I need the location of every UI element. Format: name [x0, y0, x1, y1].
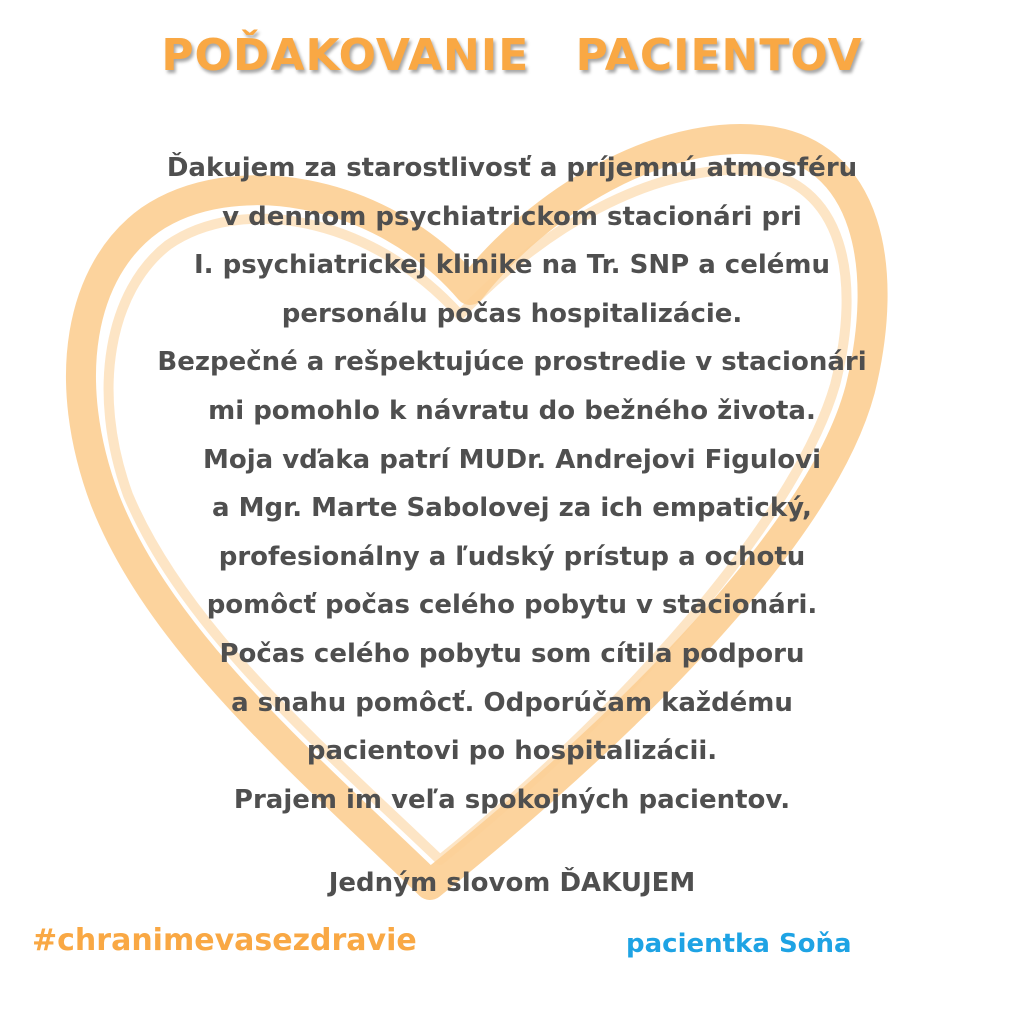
testimonial-text: [60, 144, 964, 824]
closing-line: Jedným slovom ĎAKUJEM: [328, 868, 696, 898]
signature-label: pacientka Soňa: [626, 929, 852, 959]
testimonial-line: profesionálny a ľudský prístup a ochotu: [218, 541, 806, 572]
testimonial-line: mi pomohlo k návratu do bežného života.: [208, 395, 816, 426]
testimonial-line: v dennom psychiatrickom stacionári pri: [222, 201, 802, 232]
testimonial-line: Ďakujem za starostlivosť a príjemnú atmosféru: [166, 153, 858, 183]
testimonial-line: Moja vďaka patrí MUDr. Andrejovi Figulovi: [202, 444, 822, 475]
testimonial-line: a Mgr. Marte Sabolovej za ich empatický,: [212, 493, 812, 524]
testimonial-line: Bezpečné a rešpektujúce prostredie v stacionári: [157, 347, 867, 378]
testimonial-line: I. psychiatrickej klinike na Tr. SNP a celému: [193, 250, 830, 281]
testimonial-line: Prajem im veľa spokojných pacientov.: [233, 784, 791, 815]
page-title: POĎAKOVANIE PACIENTOV: [161, 30, 863, 81]
hashtag-label: #chranimevasezdravie: [32, 923, 417, 958]
testimonial-line: pomôcť počas celého pobytu v stacionári.: [206, 590, 818, 621]
testimonial-line: Počas celého pobytu som cítila podporu: [219, 638, 805, 669]
testimonial-line: personálu počas hospitalizácie.: [281, 298, 743, 329]
testimonial-line: pacientovi po hospitalizácii.: [306, 736, 718, 767]
testimonial-line: a snahu pomôcť. Odporúčam každému: [231, 687, 793, 718]
